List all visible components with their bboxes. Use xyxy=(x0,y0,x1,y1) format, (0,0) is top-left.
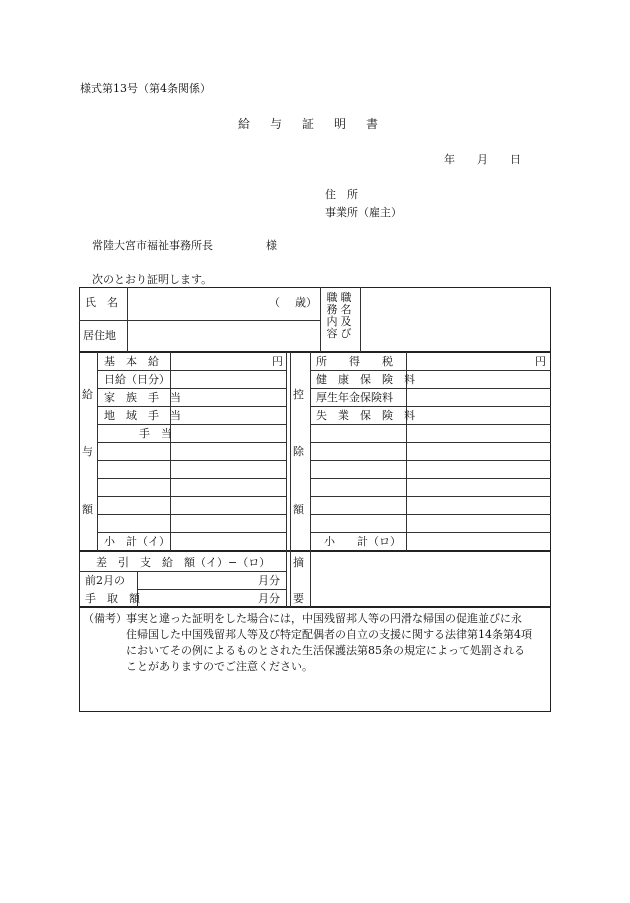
age-unit: 歳） xyxy=(295,296,317,309)
notes-line: 住帰国した中国残留邦人等及び特定配偶者の自立の支援に関する法律第14条第4項 xyxy=(126,628,532,641)
deduction-grid-line xyxy=(310,406,551,407)
salary-grid-line xyxy=(97,442,286,443)
deduction-side-label-3: 額 xyxy=(293,503,304,516)
job-label-b: 職務内容 xyxy=(326,291,338,340)
deduction-row-label: 所 得 税 xyxy=(316,355,393,368)
deduction-grid-line xyxy=(310,460,551,461)
deduction-subtotal-label: 小 計（ロ） xyxy=(324,535,401,548)
salary-subtotal-label: 小 計（イ） xyxy=(104,535,170,548)
remarks-label-2: 要 xyxy=(293,592,304,605)
residence-label: 居住地 xyxy=(83,329,116,342)
deduction-grid-line xyxy=(310,388,551,389)
deduction-row-label: 健 康 保 険 料 xyxy=(316,373,415,386)
salary-grid-line xyxy=(97,496,286,497)
salary-row-label: 日給（日分） xyxy=(104,373,170,386)
salary-row-label: 手 当 xyxy=(139,427,172,440)
date-line: 年 月 日 xyxy=(444,153,521,166)
salary-grid-line xyxy=(97,370,286,371)
deduction-grid-line xyxy=(310,424,551,425)
remarks-label-1: 摘 xyxy=(293,556,304,569)
notes-line: 事実と違った証明をした場合には，中国残留邦人等の円滑な帰国の促進並びに永 xyxy=(126,612,522,625)
salary-side-label-1: 給 xyxy=(82,388,93,401)
prev-takehome-label-1: 前2月の xyxy=(85,574,125,587)
recipient-name: 常陸大宮市福祉事務所長 xyxy=(92,239,213,252)
job-label-a: 職名及び xyxy=(340,291,352,340)
deduction-grid-line xyxy=(310,532,551,533)
deduction-grid-line xyxy=(310,496,551,497)
deduction-side-label-1: 控 xyxy=(293,388,304,401)
notes-line: においてその例によるものとされた生活保護法第85条の規定によって処罰される xyxy=(126,644,525,657)
deduction-grid-line xyxy=(310,514,551,515)
salary-grid-line xyxy=(97,424,286,425)
deduction-grid-line xyxy=(310,370,551,371)
prev-takehome-label-2: 手 取 額 xyxy=(85,592,140,605)
notes-lead: （備考） xyxy=(83,612,127,625)
net-pay-label: 差 引 支 給 額（イ）−（ロ） xyxy=(96,556,271,569)
notes-line: ことがありますのでご注意ください。 xyxy=(126,660,313,673)
deduction-grid-line xyxy=(310,478,551,479)
salary-grid-line xyxy=(97,460,286,461)
form-number: 様式第13号（第4条関係） xyxy=(80,82,211,95)
name-label: 氏 名 xyxy=(85,296,118,309)
age-open: （ xyxy=(269,296,280,309)
month-unit: 月分 xyxy=(258,574,280,587)
deduction-row-label: 失 業 保 険 料 xyxy=(316,409,415,422)
salary-grid-line xyxy=(97,478,286,479)
intro-text: 次のとおり証明します。 xyxy=(92,273,213,286)
issuer-address-label: 住 所 xyxy=(325,188,358,201)
salary-grid-line xyxy=(97,514,286,515)
salary-row-label: 家 族 手 当 xyxy=(104,391,181,404)
deduction-row-label: 厚生年金保険料 xyxy=(316,391,393,404)
page-title: 給 与 証 明 書 xyxy=(238,117,383,131)
salary-grid-line xyxy=(97,532,286,533)
salary-side-label-2: 与 xyxy=(82,445,93,458)
salary-row-label: 地 域 手 当 xyxy=(104,409,181,422)
deduction-yen-unit: 円 xyxy=(535,355,546,368)
salary-grid-line xyxy=(97,388,286,389)
salary-side-label-3: 額 xyxy=(82,503,93,516)
month-unit: 月分 xyxy=(258,592,280,605)
salary-row-label: 基 本 給 xyxy=(104,355,159,368)
deduction-side-label-2: 除 xyxy=(293,445,304,458)
deduction-grid-line xyxy=(310,442,551,443)
salary-grid-line xyxy=(97,406,286,407)
issuer-employer-label: 事業所（雇主） xyxy=(325,206,402,219)
recipient-honorific: 様 xyxy=(266,239,277,252)
salary-yen-unit: 円 xyxy=(272,355,283,368)
